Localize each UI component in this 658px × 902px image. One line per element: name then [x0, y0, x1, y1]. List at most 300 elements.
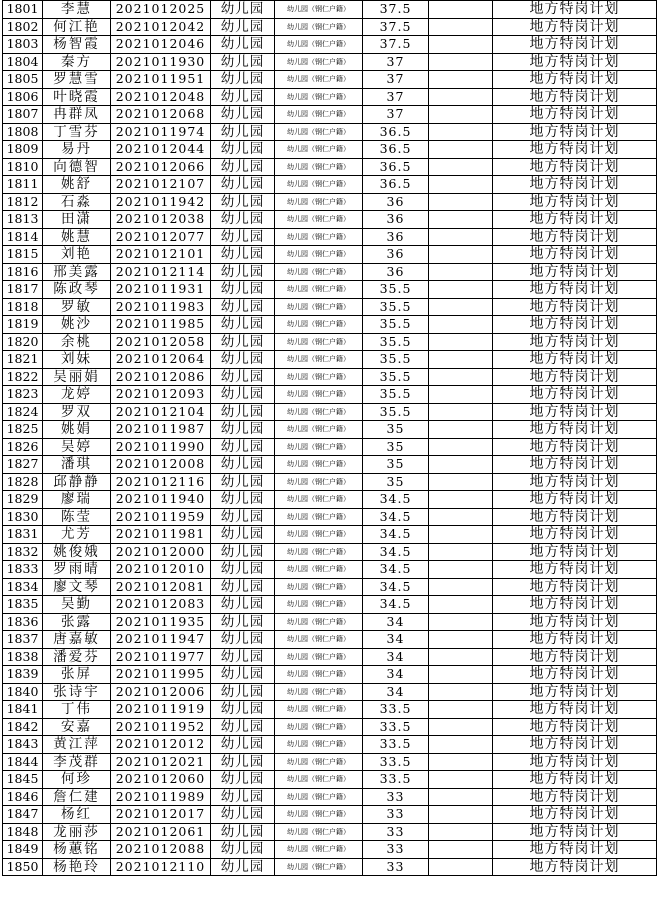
table-row	[3, 193, 657, 211]
position-type-cell: 幼儿园	[211, 526, 275, 544]
row-number-cell: 1850	[3, 858, 43, 876]
table-row	[3, 316, 657, 334]
exam-id-cell: 2021012116	[111, 473, 211, 491]
name-cell: 李茂群	[43, 753, 111, 771]
table-row	[3, 351, 657, 369]
exam-id-cell: 2021011981	[111, 526, 211, 544]
plan-cell: 地方特岗计划	[493, 683, 657, 701]
exam-id-cell: 2021012000	[111, 543, 211, 561]
empty-cell	[429, 526, 493, 544]
table-row	[3, 771, 657, 789]
row-number-cell: 1804	[3, 53, 43, 71]
score-cell: 35	[363, 438, 429, 456]
score-cell: 33	[363, 841, 429, 859]
plan-cell: 地方特岗计划	[493, 526, 657, 544]
position-note-cell: 幼儿园（钢仁户籍）	[275, 648, 363, 666]
position-note-cell: 幼儿园（钢仁户籍）	[275, 683, 363, 701]
table-row	[3, 211, 657, 229]
position-type-cell: 幼儿园	[211, 578, 275, 596]
plan-cell: 地方特岗计划	[493, 858, 657, 876]
position-note-cell: 幼儿园（钢仁户籍）	[275, 333, 363, 351]
plan-cell: 地方特岗计划	[493, 543, 657, 561]
empty-cell	[429, 316, 493, 334]
position-type-cell: 幼儿园	[211, 666, 275, 684]
exam-id-cell: 2021011983	[111, 298, 211, 316]
score-cell: 35.5	[363, 333, 429, 351]
score-cell: 33.5	[363, 718, 429, 736]
row-number-cell: 1840	[3, 683, 43, 701]
position-note-cell: 幼儿园（钢仁户籍）	[275, 193, 363, 211]
position-note-cell: 幼儿园（钢仁户籍）	[275, 491, 363, 509]
row-number-cell: 1827	[3, 456, 43, 474]
table-row	[3, 18, 657, 36]
exam-id-cell: 2021011930	[111, 53, 211, 71]
row-number-cell: 1806	[3, 88, 43, 106]
name-cell: 邱静静	[43, 473, 111, 491]
exam-id-cell: 2021012101	[111, 246, 211, 264]
empty-cell	[429, 823, 493, 841]
score-cell: 34	[363, 631, 429, 649]
plan-cell: 地方特岗计划	[493, 788, 657, 806]
name-cell: 叶晓霞	[43, 88, 111, 106]
position-type-cell: 幼儿园	[211, 403, 275, 421]
position-type-cell: 幼儿园	[211, 18, 275, 36]
exam-id-cell: 2021012010	[111, 561, 211, 579]
row-number-cell: 1846	[3, 788, 43, 806]
row-number-cell: 1807	[3, 106, 43, 124]
table-row	[3, 333, 657, 351]
exam-id-cell: 2021012093	[111, 386, 211, 404]
score-cell: 35.5	[363, 386, 429, 404]
position-type-cell: 幼儿园	[211, 718, 275, 736]
score-cell: 35.5	[363, 298, 429, 316]
score-cell: 37	[363, 106, 429, 124]
position-note-cell: 幼儿园（钢仁户籍）	[275, 141, 363, 159]
exam-id-cell: 2021011935	[111, 613, 211, 631]
name-cell: 詹仁建	[43, 788, 111, 806]
score-cell: 34.5	[363, 508, 429, 526]
name-cell: 黄江萍	[43, 736, 111, 754]
exam-id-cell: 2021011977	[111, 648, 211, 666]
table-row	[3, 613, 657, 631]
table-row	[3, 858, 657, 876]
position-note-cell: 幼儿园（钢仁户籍）	[275, 473, 363, 491]
row-number-cell: 1832	[3, 543, 43, 561]
position-type-cell: 幼儿园	[211, 613, 275, 631]
name-cell: 吴勤	[43, 596, 111, 614]
plan-cell: 地方特岗计划	[493, 141, 657, 159]
name-cell: 陈莹	[43, 508, 111, 526]
score-cell: 34	[363, 683, 429, 701]
position-type-cell: 幼儿园	[211, 508, 275, 526]
exam-id-cell: 2021012064	[111, 351, 211, 369]
empty-cell	[429, 718, 493, 736]
empty-cell	[429, 578, 493, 596]
position-note-cell: 幼儿园（钢仁户籍）	[275, 88, 363, 106]
plan-cell: 地方特岗计划	[493, 351, 657, 369]
table-row	[3, 788, 657, 806]
position-note-cell: 幼儿园（钢仁户籍）	[275, 298, 363, 316]
position-note-cell: 幼儿园（钢仁户籍）	[275, 386, 363, 404]
name-cell: 安嘉	[43, 718, 111, 736]
row-number-cell: 1828	[3, 473, 43, 491]
table-row	[3, 491, 657, 509]
exam-id-cell: 2021012017	[111, 806, 211, 824]
plan-cell: 地方特岗计划	[493, 596, 657, 614]
row-number-cell: 1843	[3, 736, 43, 754]
row-number-cell: 1837	[3, 631, 43, 649]
row-number-cell: 1821	[3, 351, 43, 369]
empty-cell	[429, 421, 493, 439]
position-note-cell: 幼儿园（钢仁户籍）	[275, 158, 363, 176]
position-type-cell: 幼儿园	[211, 246, 275, 264]
score-cell: 34.5	[363, 526, 429, 544]
position-note-cell: 幼儿园（钢仁户籍）	[275, 753, 363, 771]
position-note-cell: 幼儿园（钢仁户籍）	[275, 53, 363, 71]
position-type-cell: 幼儿园	[211, 753, 275, 771]
plan-cell: 地方特岗计划	[493, 71, 657, 89]
position-type-cell: 幼儿园	[211, 368, 275, 386]
table-row	[3, 123, 657, 141]
position-note-cell: 幼儿园（钢仁户籍）	[275, 211, 363, 229]
name-cell: 刘艳	[43, 246, 111, 264]
table-row	[3, 841, 657, 859]
position-note-cell: 幼儿园（钢仁户籍）	[275, 771, 363, 789]
position-type-cell: 幼儿园	[211, 683, 275, 701]
name-cell: 罗双	[43, 403, 111, 421]
table-row	[3, 403, 657, 421]
empty-cell	[429, 246, 493, 264]
position-note-cell: 幼儿园（钢仁户籍）	[275, 228, 363, 246]
exam-id-cell: 2021011940	[111, 491, 211, 509]
table-row	[3, 666, 657, 684]
position-type-cell: 幼儿园	[211, 333, 275, 351]
row-number-cell: 1813	[3, 211, 43, 229]
name-cell: 唐嘉敏	[43, 631, 111, 649]
position-type-cell: 幼儿园	[211, 543, 275, 561]
empty-cell	[429, 228, 493, 246]
plan-cell: 地方特岗计划	[493, 176, 657, 194]
exam-id-cell: 2021011989	[111, 788, 211, 806]
table-row	[3, 578, 657, 596]
position-type-cell: 幼儿园	[211, 316, 275, 334]
plan-cell: 地方特岗计划	[493, 18, 657, 36]
score-cell: 33	[363, 806, 429, 824]
row-number-cell: 1833	[3, 561, 43, 579]
score-cell: 34.5	[363, 491, 429, 509]
score-cell: 34.5	[363, 543, 429, 561]
score-cell: 37.5	[363, 1, 429, 19]
plan-cell: 地方特岗计划	[493, 473, 657, 491]
empty-cell	[429, 368, 493, 386]
position-note-cell: 幼儿园（钢仁户籍）	[275, 1, 363, 19]
plan-cell: 地方特岗计划	[493, 368, 657, 386]
table-row	[3, 543, 657, 561]
exam-id-cell: 2021012068	[111, 106, 211, 124]
row-number-cell: 1810	[3, 158, 43, 176]
empty-cell	[429, 753, 493, 771]
table-body	[3, 1, 657, 876]
exam-id-cell: 2021012042	[111, 18, 211, 36]
score-cell: 35	[363, 473, 429, 491]
position-note-cell: 幼儿园（钢仁户籍）	[275, 438, 363, 456]
position-type-cell: 幼儿园	[211, 351, 275, 369]
table-row	[3, 596, 657, 614]
row-number-cell: 1820	[3, 333, 43, 351]
plan-cell: 地方特岗计划	[493, 508, 657, 526]
score-cell: 35.5	[363, 316, 429, 334]
table-row	[3, 263, 657, 281]
position-type-cell: 幼儿园	[211, 596, 275, 614]
empty-cell	[429, 36, 493, 54]
empty-cell	[429, 158, 493, 176]
position-note-cell: 幼儿园（钢仁户籍）	[275, 351, 363, 369]
empty-cell	[429, 281, 493, 299]
position-note-cell: 幼儿园（钢仁户籍）	[275, 263, 363, 281]
score-cell: 36	[363, 263, 429, 281]
plan-cell: 地方特岗计划	[493, 403, 657, 421]
exam-id-cell: 2021011952	[111, 718, 211, 736]
exam-id-cell: 2021011974	[111, 123, 211, 141]
plan-cell: 地方特岗计划	[493, 613, 657, 631]
score-cell: 33.5	[363, 701, 429, 719]
empty-cell	[429, 491, 493, 509]
position-note-cell: 幼儿园（钢仁户籍）	[275, 578, 363, 596]
name-cell: 姚俊娥	[43, 543, 111, 561]
position-note-cell: 幼儿园（钢仁户籍）	[275, 736, 363, 754]
row-number-cell: 1839	[3, 666, 43, 684]
score-cell: 36.5	[363, 141, 429, 159]
score-cell: 34.5	[363, 561, 429, 579]
table-row	[3, 141, 657, 159]
empty-cell	[429, 298, 493, 316]
name-cell: 姚舒	[43, 176, 111, 194]
score-cell: 33.5	[363, 771, 429, 789]
empty-cell	[429, 71, 493, 89]
table-row	[3, 753, 657, 771]
row-number-cell: 1826	[3, 438, 43, 456]
exam-id-cell: 2021012046	[111, 36, 211, 54]
exam-id-cell: 2021011931	[111, 281, 211, 299]
score-cell: 37	[363, 88, 429, 106]
position-type-cell: 幼儿园	[211, 36, 275, 54]
position-type-cell: 幼儿园	[211, 158, 275, 176]
plan-cell: 地方特岗计划	[493, 806, 657, 824]
table-row	[3, 368, 657, 386]
position-note-cell: 幼儿园（钢仁户籍）	[275, 18, 363, 36]
table-row	[3, 158, 657, 176]
position-note-cell: 幼儿园（钢仁户籍）	[275, 421, 363, 439]
row-number-cell: 1819	[3, 316, 43, 334]
table-row	[3, 631, 657, 649]
empty-cell	[429, 596, 493, 614]
row-number-cell: 1834	[3, 578, 43, 596]
empty-cell	[429, 561, 493, 579]
position-note-cell: 幼儿园（钢仁户籍）	[275, 543, 363, 561]
position-note-cell: 幼儿园（钢仁户籍）	[275, 526, 363, 544]
score-cell: 33	[363, 788, 429, 806]
table-row	[3, 736, 657, 754]
plan-cell: 地方特岗计划	[493, 193, 657, 211]
empty-cell	[429, 858, 493, 876]
plan-cell: 地方特岗计划	[493, 316, 657, 334]
name-cell: 罗慧雪	[43, 71, 111, 89]
row-number-cell: 1841	[3, 701, 43, 719]
name-cell: 石淼	[43, 193, 111, 211]
table-row	[3, 36, 657, 54]
name-cell: 杨蕙铭	[43, 841, 111, 859]
position-type-cell: 幼儿园	[211, 473, 275, 491]
position-note-cell: 幼儿园（钢仁户籍）	[275, 71, 363, 89]
plan-cell: 地方特岗计划	[493, 823, 657, 841]
name-cell: 龙丽莎	[43, 823, 111, 841]
position-type-cell: 幼儿园	[211, 806, 275, 824]
position-type-cell: 幼儿园	[211, 438, 275, 456]
name-cell: 丁雪芬	[43, 123, 111, 141]
position-note-cell: 幼儿园（钢仁户籍）	[275, 456, 363, 474]
name-cell: 冉群凤	[43, 106, 111, 124]
position-note-cell: 幼儿园（钢仁户籍）	[275, 316, 363, 334]
score-cell: 35.5	[363, 351, 429, 369]
score-cell: 34	[363, 613, 429, 631]
row-number-cell: 1805	[3, 71, 43, 89]
plan-cell: 地方特岗计划	[493, 648, 657, 666]
name-cell: 罗敏	[43, 298, 111, 316]
plan-cell: 地方特岗计划	[493, 246, 657, 264]
exam-id-cell: 2021012061	[111, 823, 211, 841]
exam-id-cell: 2021012107	[111, 176, 211, 194]
position-note-cell: 幼儿园（钢仁户籍）	[275, 368, 363, 386]
position-type-cell: 幼儿园	[211, 193, 275, 211]
plan-cell: 地方特岗计划	[493, 1, 657, 19]
empty-cell	[429, 386, 493, 404]
position-note-cell: 幼儿园（钢仁户籍）	[275, 123, 363, 141]
table-row	[3, 806, 657, 824]
position-type-cell: 幼儿园	[211, 736, 275, 754]
plan-cell: 地方特岗计划	[493, 333, 657, 351]
table-row	[3, 421, 657, 439]
exam-id-cell: 2021012086	[111, 368, 211, 386]
name-cell: 尤芳	[43, 526, 111, 544]
plan-cell: 地方特岗计划	[493, 421, 657, 439]
position-type-cell: 幼儿园	[211, 106, 275, 124]
position-note-cell: 幼儿园（钢仁户籍）	[275, 613, 363, 631]
row-number-cell: 1845	[3, 771, 43, 789]
exam-id-cell: 2021011987	[111, 421, 211, 439]
name-cell: 何珍	[43, 771, 111, 789]
position-type-cell: 幼儿园	[211, 1, 275, 19]
row-number-cell: 1838	[3, 648, 43, 666]
position-type-cell: 幼儿园	[211, 788, 275, 806]
exam-id-cell: 2021011919	[111, 701, 211, 719]
empty-cell	[429, 123, 493, 141]
row-number-cell: 1829	[3, 491, 43, 509]
row-number-cell: 1848	[3, 823, 43, 841]
plan-cell: 地方特岗计划	[493, 88, 657, 106]
exam-id-cell: 2021011951	[111, 71, 211, 89]
empty-cell	[429, 683, 493, 701]
name-cell: 李慧	[43, 1, 111, 19]
row-number-cell: 1822	[3, 368, 43, 386]
exam-id-cell: 2021011959	[111, 508, 211, 526]
plan-cell: 地方特岗计划	[493, 211, 657, 229]
exam-id-cell: 2021012104	[111, 403, 211, 421]
position-type-cell: 幼儿园	[211, 228, 275, 246]
table-row	[3, 438, 657, 456]
table-row	[3, 88, 657, 106]
empty-cell	[429, 403, 493, 421]
exam-id-cell: 2021012077	[111, 228, 211, 246]
plan-cell: 地方特岗计划	[493, 228, 657, 246]
position-note-cell: 幼儿园（钢仁户籍）	[275, 858, 363, 876]
row-number-cell: 1836	[3, 613, 43, 631]
table-row	[3, 71, 657, 89]
name-cell: 秦方	[43, 53, 111, 71]
name-cell: 张诗宇	[43, 683, 111, 701]
plan-cell: 地方特岗计划	[493, 631, 657, 649]
name-cell: 刘妹	[43, 351, 111, 369]
score-cell: 35.5	[363, 281, 429, 299]
empty-cell	[429, 1, 493, 19]
table-row	[3, 473, 657, 491]
score-cell: 37.5	[363, 18, 429, 36]
score-cell: 33.5	[363, 736, 429, 754]
name-cell: 陈政琴	[43, 281, 111, 299]
position-note-cell: 幼儿园（钢仁户籍）	[275, 718, 363, 736]
position-note-cell: 幼儿园（钢仁户籍）	[275, 36, 363, 54]
row-number-cell: 1811	[3, 176, 43, 194]
empty-cell	[429, 806, 493, 824]
empty-cell	[429, 53, 493, 71]
score-cell: 36	[363, 246, 429, 264]
table-row	[3, 246, 657, 264]
plan-cell: 地方特岗计划	[493, 561, 657, 579]
empty-cell	[429, 508, 493, 526]
score-cell: 35.5	[363, 368, 429, 386]
name-cell: 潘琪	[43, 456, 111, 474]
empty-cell	[429, 771, 493, 789]
empty-cell	[429, 736, 493, 754]
exam-id-cell: 2021012110	[111, 858, 211, 876]
exam-id-cell: 2021012038	[111, 211, 211, 229]
row-number-cell: 1801	[3, 1, 43, 19]
plan-cell: 地方特岗计划	[493, 438, 657, 456]
row-number-cell: 1814	[3, 228, 43, 246]
score-cell: 35	[363, 456, 429, 474]
name-cell: 何江艳	[43, 18, 111, 36]
position-type-cell: 幼儿园	[211, 88, 275, 106]
position-type-cell: 幼儿园	[211, 123, 275, 141]
score-cell: 37	[363, 71, 429, 89]
position-type-cell: 幼儿园	[211, 648, 275, 666]
name-cell: 姚娟	[43, 421, 111, 439]
empty-cell	[429, 631, 493, 649]
exam-id-cell: 2021012012	[111, 736, 211, 754]
name-cell: 吴婷	[43, 438, 111, 456]
exam-id-cell: 2021012008	[111, 456, 211, 474]
table-row	[3, 106, 657, 124]
name-cell: 姚慧	[43, 228, 111, 246]
name-cell: 杨红	[43, 806, 111, 824]
name-cell: 杨艳玲	[43, 858, 111, 876]
table-row	[3, 456, 657, 474]
exam-id-cell: 2021011995	[111, 666, 211, 684]
position-type-cell: 幼儿园	[211, 561, 275, 579]
plan-cell: 地方特岗计划	[493, 771, 657, 789]
position-note-cell: 幼儿园（钢仁户籍）	[275, 701, 363, 719]
table-row	[3, 176, 657, 194]
name-cell: 杨智霞	[43, 36, 111, 54]
